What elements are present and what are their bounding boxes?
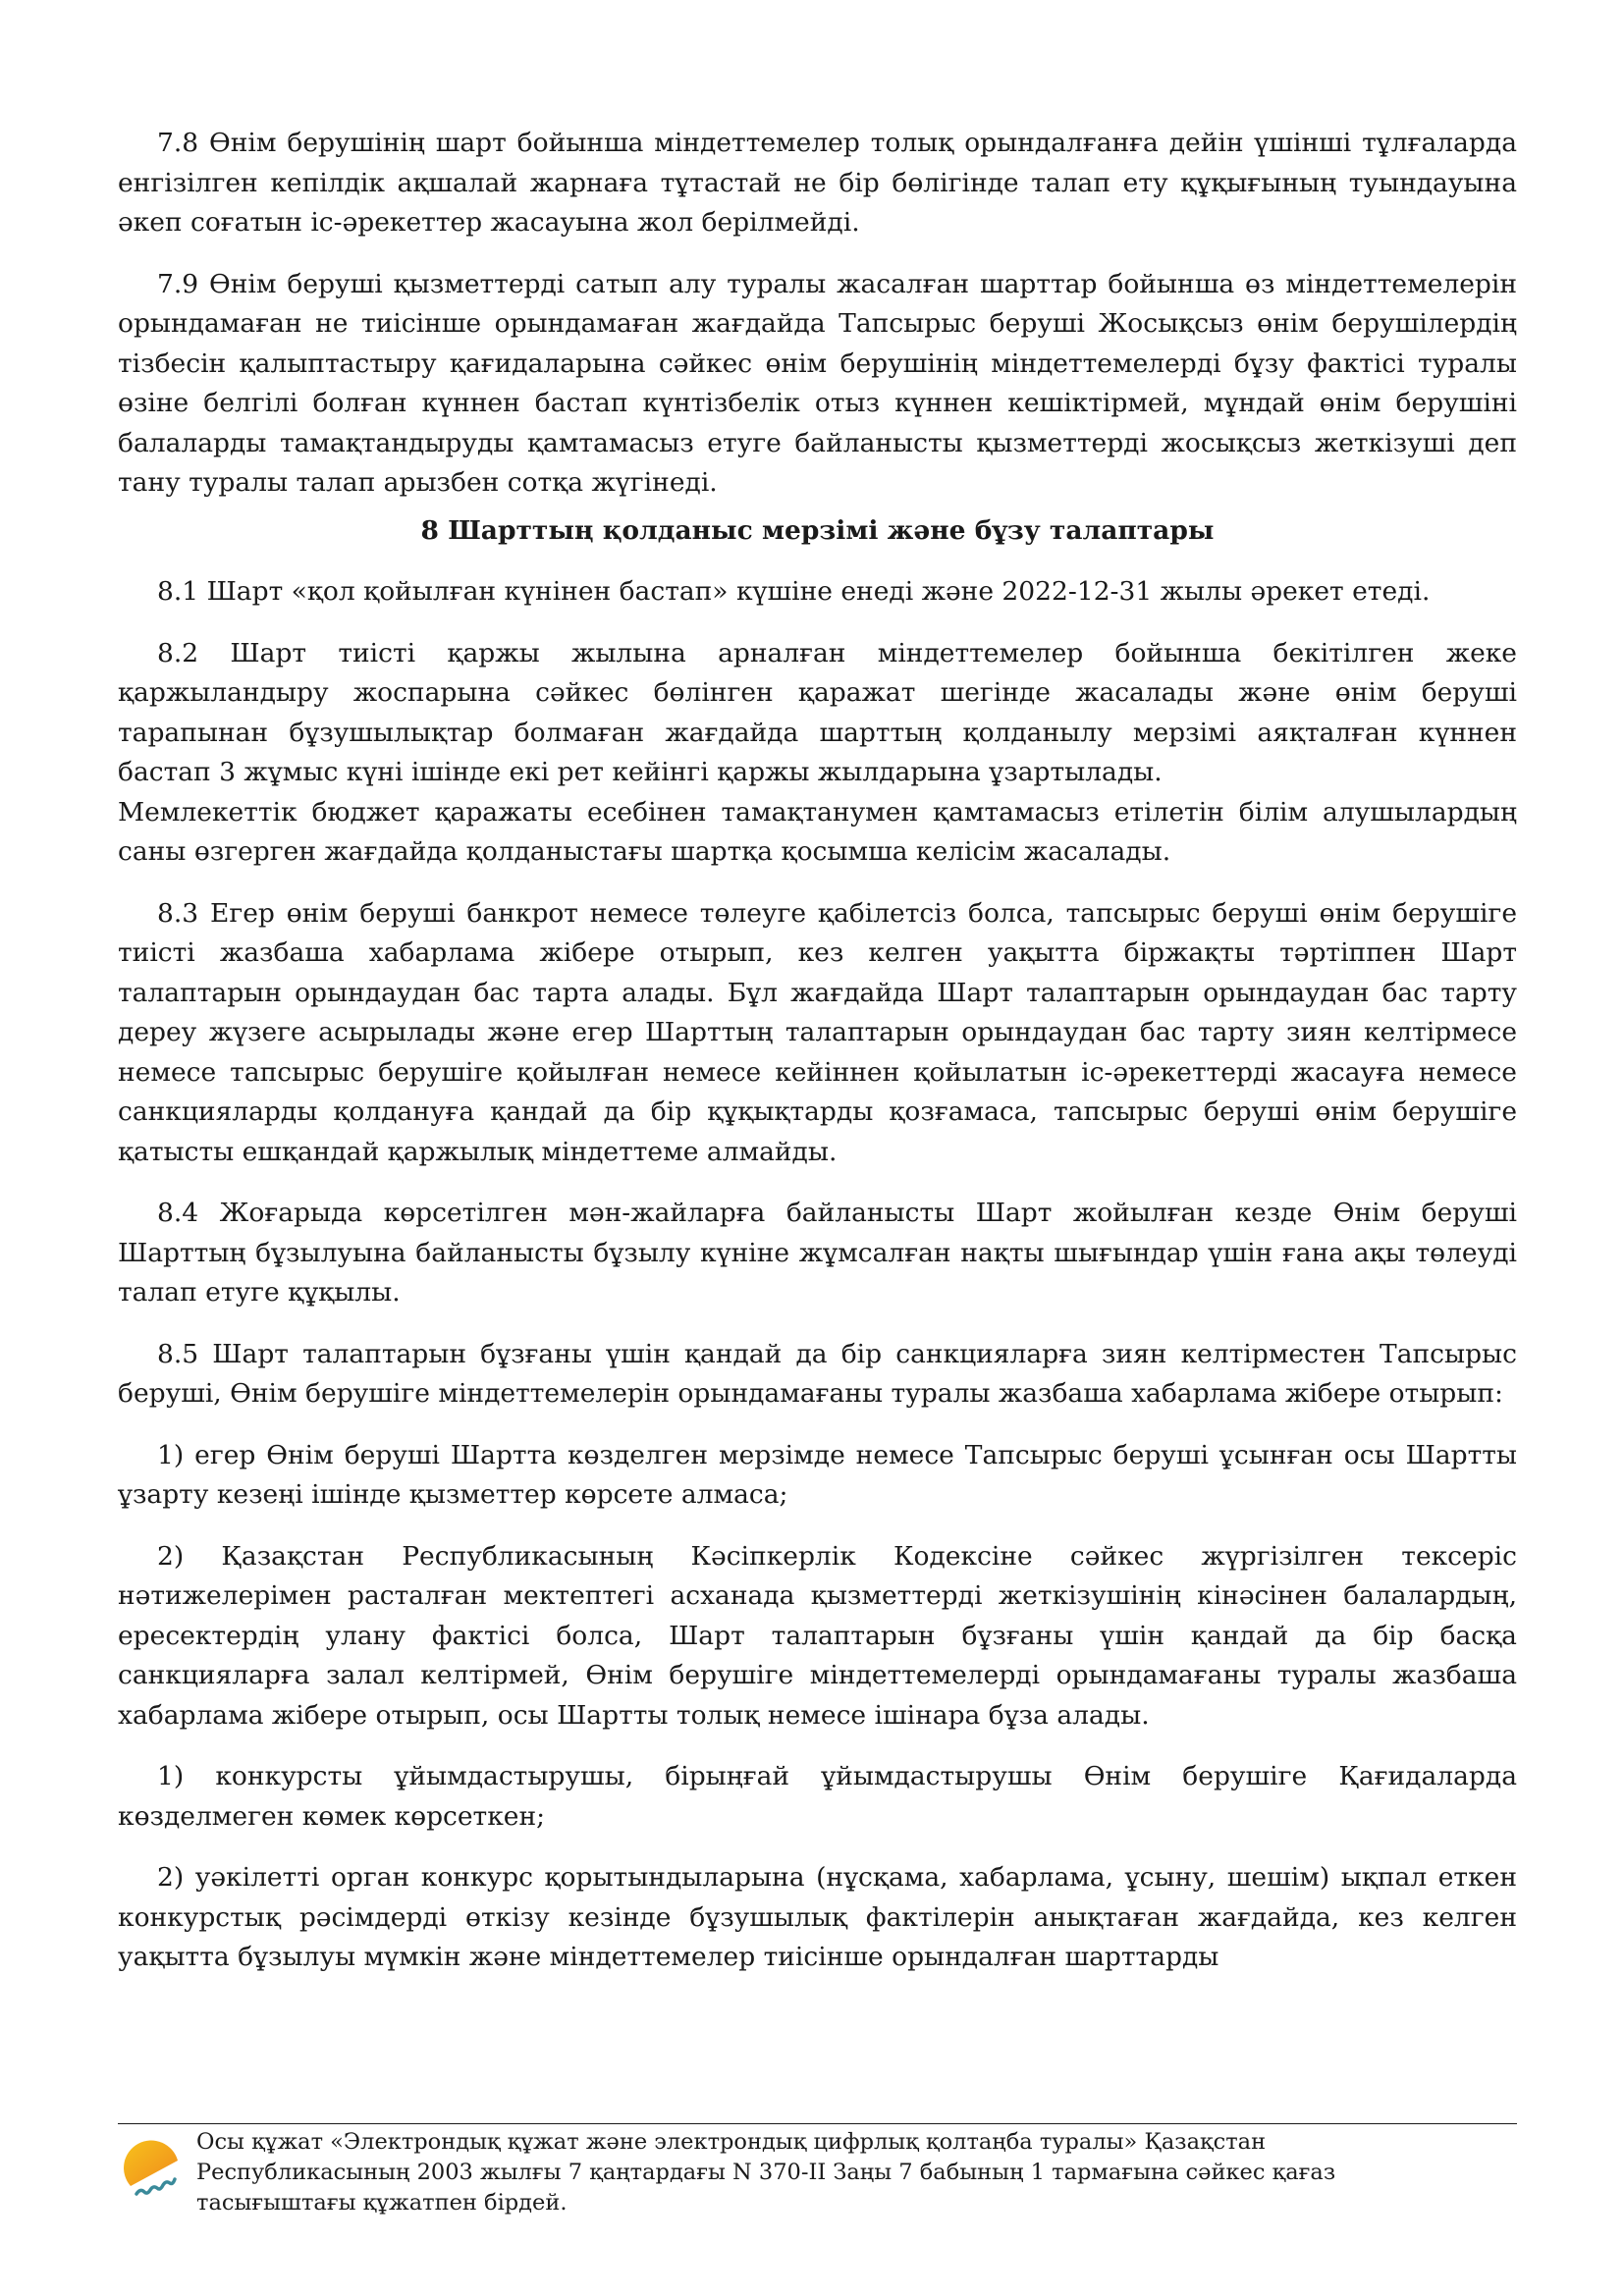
- clause-8-5-item: 2) Қазақстан Республикасының Кәсіпкерлік Кодексіне сәйкес жүргізілген тексеріс нәтижелерімен расталған мектептегі асханада қызметтерді жеткізушінің кінәсінен балалардың, ересектердің улану фактісі болса, Шарт талаптарын бұзғаны үшін қандай да бір басқа санкцияларға залал келтірмей, Өнім берушіге міндеттемелерді орындамағаны туралы жазбаша хабарлама жібере отырып, осы Шартты толық немесе ішінара бұза алады.: [118, 1540, 1517, 1731]
- clause-8-2: 8.2 Шарт тиісті қаржы жылына арналған міндеттемелер бойынша бекітілген жеке қаржыландыру жоспарына сәйкес бөлінген қаражат шегінде жасалады және өнім беруші тарапынан бұзушылықтар болмаған жағдайда шарттың қолданылу мерзімі аяқталған күннен бастап 3 жұмыс күні ішінде екі рет кейінгі қаржы жылдарына ұзартылады.: [118, 637, 1517, 787]
- egov-sun-logo-icon: [123, 2139, 186, 2202]
- footer-line-3: тасығыштағы құжатпен бірдей.: [196, 2190, 568, 2216]
- section-heading-8: 8 Шарттың қолданыс мерзімі және бұзу талаптары: [420, 514, 1215, 546]
- footer-divider: [118, 2123, 1517, 2124]
- clause-8-4: 8.4 Жоғарыда көрсетілген мән-жайларға байланысты Шарт жойылған кезде Өнім беруші Шарттың бұзылуына байланысты бұзылу күніне жұмсалған нақты шығындар үшін ғана ақы төлеуді талап етуге құқылы.: [118, 1198, 1517, 1308]
- footer-stamp: [118, 2127, 1394, 2245]
- clause-8-5-item: 1) конкурсты ұйымдастырушы, бірыңғай ұйымдастырушы Өнім берушіге Қағидаларда көзделмеген көмек көрсеткен;: [118, 1761, 1517, 1832]
- clause-8-3: 8.3 Егер өнім беруші банкрот немесе төлеуге қабілетсіз болса, тапсырыс беруші өнім берушіге тиісті жазбаша хабарлама жібере отырып, кез келген уақытта біржақты тәртіппен Шарт талаптарын орындаудан бас тарта алады. Бұл жағдайда Шарт талаптарын орындаудан бас тарту дереу жүзеге асырылады және егер Шарттың талаптарын орындаудан бас тарту зиян келтірмесе немесе тапсырыс берушіге қойылған немесе кейіннен қойылатын іс-әрекеттерді жасауға немесе санкцияларды қолдануға қандай да бір құқықтарды қозғамаса, тапсырыс беруші өнім берушіге қатысты ешқандай қаржылық міндеттеме алмайды.: [118, 897, 1517, 1167]
- footer-line-1: Осы құжат «Электрондық құжат және электрондық цифрлық қолтаңба туралы» Қазақстан: [196, 2129, 1267, 2155]
- clause-8-5-item: 2) уәкілетті орган конкурс қорытындыларына (нұсқама, хабарлама, ұсыну, шешім) ықпал еткен конкурстық рәсімдерді өткізу кезінде бұзушылық фактілерін анықтаған жағдайда, кез келген уақытта бұзылуы мүмкін және міндеттемелер тиісінше орындалған шарттарды: [118, 1862, 1517, 1972]
- clause-8-5: 8.5 Шарт талаптарын бұзғаны үшін қандай да бір санкцияларға зиян келтірместен Тапсырыс беруші, Өнім берушіге міндеттемелерін орындамағаны туралы жазбаша хабарлама жібере отырып:: [118, 1338, 1517, 1409]
- clause-8-1: 8.1 Шарт «қол қойылған күнінен бастап» күшіне енеді және 2022-12-31 жылы әрекет етеді.: [157, 576, 1431, 607]
- paragraph-7-9: 7.9 Өнім беруші қызметтерді сатып алу туралы жасалған шарттар бойынша өз міндеттемелерін орындамаған не тиісінше орындамаған жағдайда Тапсырыс беруші Жосықсыз өнім берушілердің тізбесін қалыптастыру қағидаларына сәйкес өнім берушінің міндеттемелерді бұзу фактісі туралы өзіне белгілі болған күннен бастап күнтізбелік отыз күннен кешіктірмей, мұндай өнім берушіні балаларды тамақтандыруды қамтамасыз етуге байланысты қызметтерді жосықсыз жеткізуші деп тану туралы талап арызбен сотқа жүгінеді.: [118, 268, 1517, 498]
- paragraph-7-8: 7.8 Өнім берушінің шарт бойынша міндеттемелер толық орындалғанға дейін үшінші тұлғаларда енгізілген кепілдік ақшалай жарнаға тұтастай не бір бөлігінде талап ету құқығының туындауына әкеп соғатын іс-әрекеттер жасауына жол берілмейді.: [118, 128, 1517, 238]
- footer-legal-text: [196, 2127, 1424, 2218]
- clause-8-5-item: 1) егер Өнім беруші Шартта көзделген мерзімде немесе Тапсырыс беруші ұсынған осы Шартты ұзарту кезеңі ішінде қызметтер көрсете алмаса;: [118, 1439, 1517, 1510]
- footer-line-2: Республикасының 2003 жылғы 7 қаңтардағы N 370-II Заңы 7 бабының 1 тармағына сәйкес қағаз: [196, 2160, 1336, 2185]
- clause-8-2-continuation: Мемлекеттік бюджет қаражаты есебінен тамақтанумен қамтамасыз етілетін білім алушылардың саны өзгерген жағдайда қолданыстағы шартқа қосымша келісім жасалады.: [118, 796, 1517, 867]
- document-page: [118, 124, 1517, 2000]
